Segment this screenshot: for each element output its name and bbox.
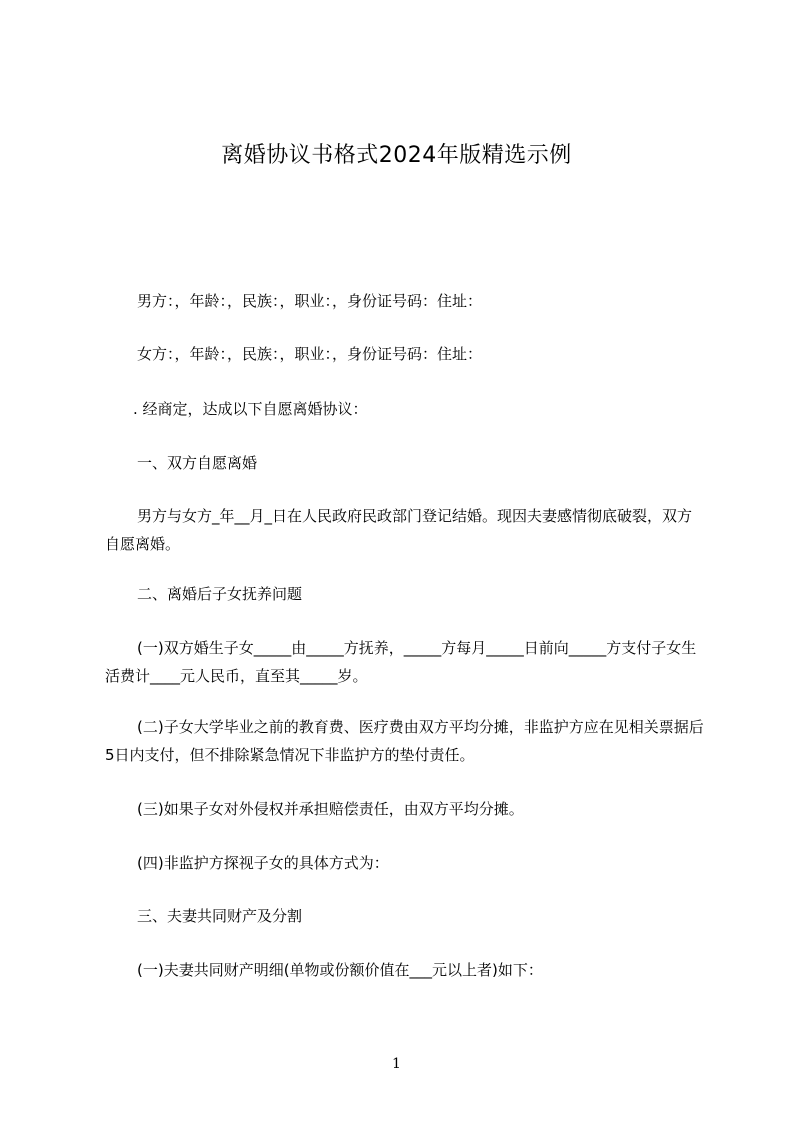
section-heading-child-custody: 二、离婚后子女抚养问题 (137, 585, 303, 603)
paragraph-agreement-intro: . 经商定，达成以下自愿离婚协议： (133, 400, 368, 418)
paragraph-education-medical-costs: (二)子女大学毕业之前的教育费、医疗费由双方平均分摊，非监护方应在见相关票据后5日内支付，但不排除紧急情况下非监护方的垫付责任。 (105, 718, 704, 764)
section-heading-joint-property: 三、夫妻共同财产及分割 (137, 907, 303, 925)
paragraph-child-support: (一)双方婚生子女_____由_____方抚养，_____方每月_____日前向_____方支付子女生活费计____元人民币，直至其_____岁。 (105, 639, 697, 685)
section-heading-voluntary-divorce: 一、双方自愿离婚 (137, 454, 258, 472)
paragraph-marriage-registration: 男方与女方_年__月_日在人民政府民政部门登记结婚。现因夫妻感情彻底破裂，双方自愿离婚。 (105, 507, 693, 553)
paragraph-male-party-info: 男方：，年龄：，民族：，职业：，身份证号码：住址： (137, 292, 483, 310)
paragraph-tort-liability: (三)如果子女对外侵权并承担赔偿责任，由双方平均分摊。 (137, 800, 524, 818)
page-number: 1 (392, 1056, 401, 1072)
paragraph-visitation: (四)非监护方探视子女的具体方式为： (137, 854, 389, 872)
paragraph-female-party-info: 女方：，年龄：，民族：，职业：，身份证号码：住址： (137, 345, 483, 363)
paragraph-property-list: (一)夫妻共同财产明细(单物或份额价值在___元以上者)如下： (137, 961, 543, 979)
document-title: 离婚协议书格式2024年版精选示例 (221, 143, 572, 168)
